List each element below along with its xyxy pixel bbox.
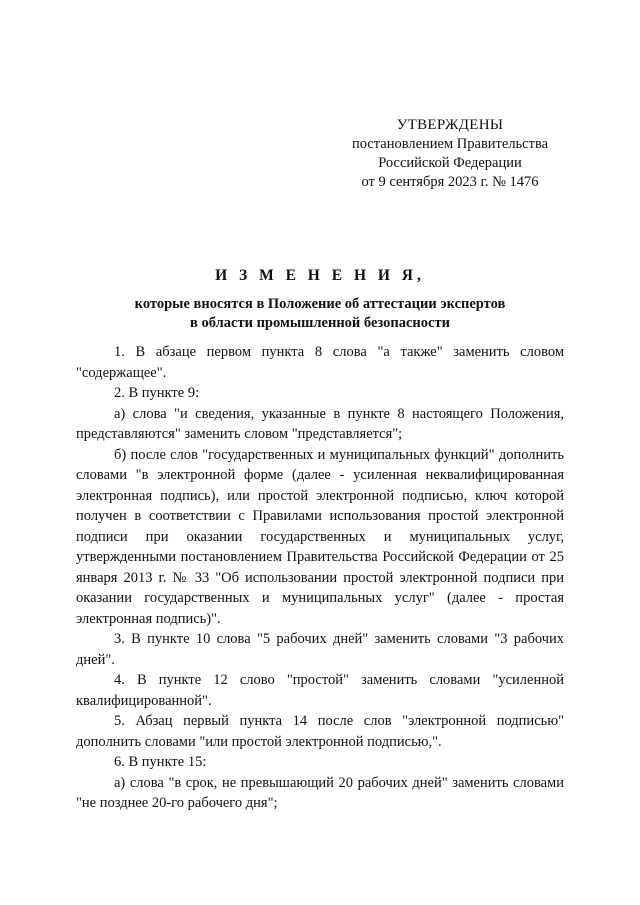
paragraph: 6. В пункте 15:	[114, 754, 207, 770]
approval-title: УТВЕРЖДЕНЫ	[396, 117, 504, 133]
paragraph: 4. В пункте 12 слово "простой" заменить словами "усиленной квалифицированной".	[76, 672, 564, 709]
paragraph: 5. Абзац первый пункта 14 после слов "электронной подписью" дополнить словами "или простой электронной подписью,".	[76, 713, 564, 750]
approval-line: от 9 сентября 2023 г. № 1476	[361, 174, 539, 190]
paragraph: 2. В пункте 9:	[114, 385, 200, 401]
document-body	[76, 342, 564, 814]
document-heading	[60, 266, 580, 333]
paragraph: а) слова "и сведения, указанные в пункте 8 настоящего Положения, представляются" заменить словом "представляется";	[76, 405, 564, 442]
approval-line: Российской Федерации	[378, 155, 522, 171]
approval-line: постановлением Правительства	[351, 136, 549, 152]
paragraph: 1. В абзаце первом пункта 8 слова "а также" заменить словом "содержащее".	[76, 344, 564, 381]
paragraph: 3. В пункте 10 слова "5 рабочих дней" заменить словами "3 рабочих дней".	[76, 631, 564, 668]
paragraph: а) слова "в срок, не превышающий 20 рабочих дней" заменить словами "не позднее 20-го рабочего дня";	[76, 774, 564, 811]
document-subtitle-line: которые вносятся в Положение об аттестации экспертов	[134, 296, 506, 312]
approval-block	[340, 116, 560, 192]
document-subtitle-line: в области промышленной безопасности	[190, 315, 450, 331]
document-title: И З М Е Н Е Н И Я,	[215, 267, 425, 284]
paragraph: б) после слов "государственных и муниципальных функций" дополнить словами "в электронной форме (далее - усиленная неквалифицированная электронная подпись), или простой электронной подписью, ключ которой получен в соответствии с Правилами использования простой электронной подписи при оказании государственных и муниципальных услуг, утвержденными постановлением Правительства Российской Федерации от 25 января 2013 г. № 33 "Об использовании простой электронной подписи при оказании государственных и муниципальных услуг" (далее - простая электронная подпись)".	[76, 446, 564, 627]
